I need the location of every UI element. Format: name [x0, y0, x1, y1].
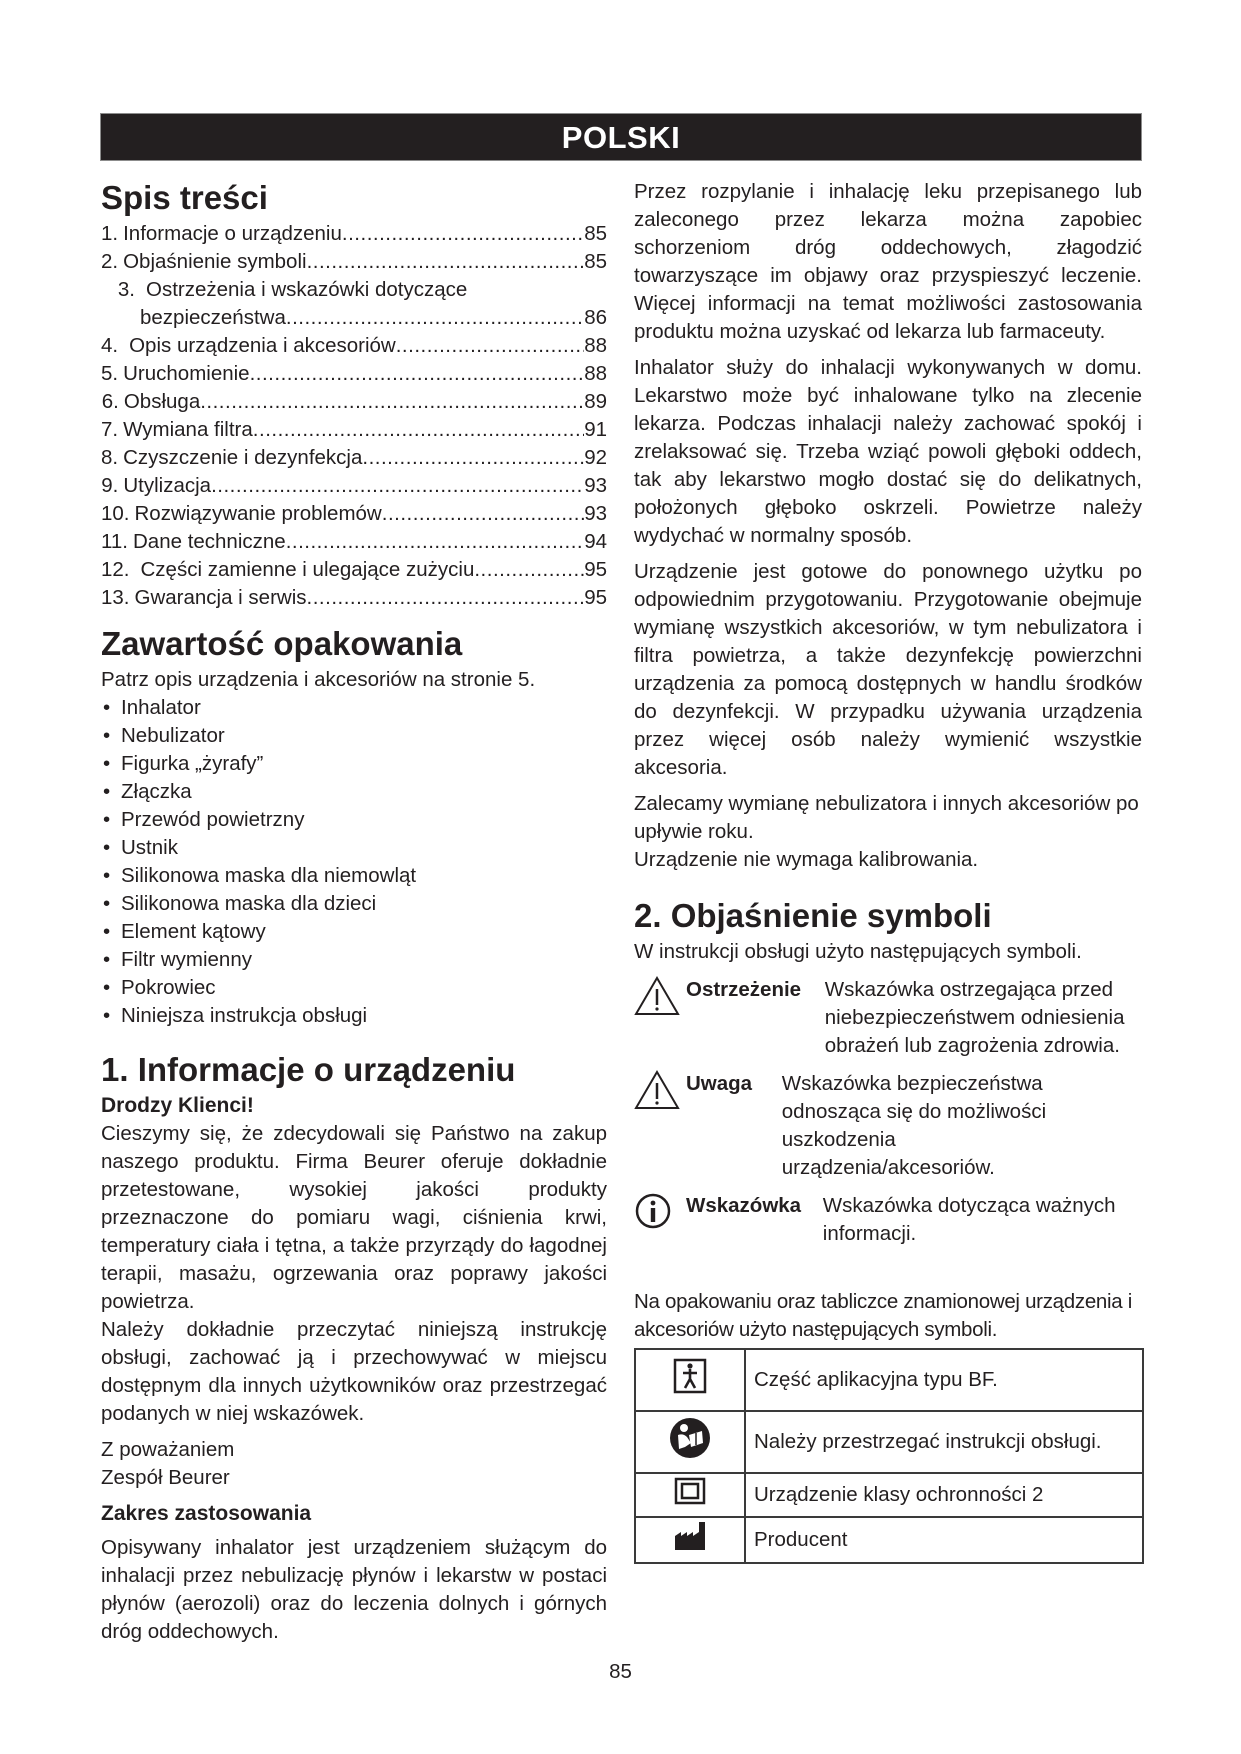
symbol-warning: [634, 976, 1142, 1060]
info-circle-icon: [634, 1192, 686, 1232]
symbol-term: Wskazówka: [686, 1194, 802, 1217]
closing-signature: Zespół Beurer: [101, 1466, 230, 1489]
list-item: • Przewód powietrzny: [101, 806, 607, 834]
follow-instructions-icon: [635, 1411, 745, 1473]
symbol-label: Część aplikacyjna typu BF.: [745, 1349, 1143, 1411]
caution-triangle-icon: [634, 1070, 686, 1110]
toc-item-page: 95: [584, 558, 607, 581]
toc-item-title: Części zamienne i ulegające zużyciu: [140, 558, 475, 581]
closing-line: Z poważaniem: [101, 1438, 235, 1461]
toc-title: Spis treści: [101, 179, 268, 216]
toc-item[interactable]: [101, 556, 607, 584]
toc-item-page: 95: [584, 586, 607, 609]
symbol-label: Producent: [745, 1517, 1143, 1563]
list-item: • Nebulizator: [101, 722, 607, 750]
section-2-title: 2. Objaśnienie symboli: [634, 897, 992, 934]
toc-item[interactable]: [101, 584, 607, 612]
toc-item-page: 93: [584, 502, 607, 525]
reuse-paragraph: Urządzenie jest gotowe do ponownego użytku po odpowiednim przygotowaniu. Przygotowanie obejmuje wymianę wszystkich akcesoriów, w tym nebulizatora i filtra powietrza, a także dezynfekcję powierzchni urządzenia za pomocą dostępnych w handlu środków do dezynfekcji. W przypadku używania urządzenia przez więcej osób należy wymienić wszystkie akcesoria.: [634, 560, 1142, 779]
list-item: • Filtr wymienny: [101, 946, 607, 974]
toc-item-page: 85: [584, 222, 607, 245]
replacement-paragraph: Zalecamy wymianę nebulizatora i innych akcesoriów po upływie roku.: [634, 792, 1139, 843]
toc-leader-dots: [396, 332, 584, 360]
toc-item[interactable]: [101, 248, 607, 276]
toc-leader-dots: [200, 388, 584, 416]
toc-leader-dots: [286, 528, 584, 556]
symbol-term: Ostrzeżenie: [686, 978, 802, 1001]
toc-item-number: 1.: [101, 222, 119, 245]
package-contents-list: [101, 694, 607, 1030]
symbol-term: Uwaga: [686, 1072, 753, 1095]
toc-item-page: 88: [584, 362, 607, 385]
list-item: • Złączka: [101, 778, 607, 806]
protection-class-2-icon: [635, 1473, 745, 1517]
table-of-contents: [101, 220, 607, 612]
toc-item[interactable]: [101, 388, 607, 416]
toc-item-number: 10.: [101, 502, 130, 525]
toc-item-number: 3.: [117, 278, 135, 301]
package-symbols-intro: Na opakowaniu oraz tabliczce znamionowej urządzenia i akcesoriów użyto następujących symboli.: [634, 1290, 1133, 1341]
toc-item[interactable]: [101, 332, 607, 360]
section-1-title: 1. Informacje o urządzeniu: [101, 1051, 516, 1088]
package-symbols-table: [634, 1348, 1144, 1564]
list-item: • Silikonowa maska dla niemowląt: [101, 862, 607, 890]
package-intro: Patrz opis urządzenia i akcesoriów na stronie 5.: [101, 668, 536, 691]
toc-item-number: 4.: [101, 334, 119, 357]
table-row: [635, 1517, 1143, 1563]
toc-leader-dots: [474, 556, 584, 584]
toc-item-number: 8.: [101, 446, 119, 469]
toc-item-title: Informacje o urządzeniu: [123, 222, 342, 245]
toc-item-page: 88: [584, 334, 607, 357]
toc-leader-dots: [307, 248, 585, 276]
usage-paragraph: Przez rozpylanie i inhalację leku przepisanego lub zaleconego przez lekarza można zapobiec schorzeniom dróg oddechowych, złagodzić towarzyszące im objawy oraz przyspieszyć leczenie. Więcej informacji na temat możliwości zastosowania produktu można uzyskać od lekarza lub farmaceuty.: [634, 180, 1142, 343]
toc-item[interactable]: [101, 528, 607, 556]
scope-paragraph: Opisywany inhalator jest urządzeniem służącym do inhalacji przez nebulizację płynów i lekarstw w postaci płynów (aerozoli) oraz do leczenia dolnych i górnych dróg oddechowych.: [101, 1536, 607, 1643]
table-row: [635, 1411, 1143, 1473]
toc-item-title: Utylizacja: [123, 474, 212, 497]
toc-item[interactable]: [101, 444, 607, 472]
toc-item-page: 91: [584, 418, 607, 441]
toc-item[interactable]: [101, 220, 607, 248]
symbol-description: Wskazówka bezpieczeństwa odnosząca się do możliwości uszkodzenia urządzenia/akcesoriów.: [781, 1072, 1047, 1179]
list-item: • Element kątowy: [101, 918, 607, 946]
toc-item-page: 94: [584, 530, 607, 553]
intro-paragraph: Cieszymy się, że zdecydowali się Państwo na zakup naszego produktu. Firma Beurer oferuje dokładnie przetestowane, wysokiej jakości produkty przeznaczone do pomiaru wagi, ciśnienia krwi, temperatury ciała i tętna, a także przyrządy do łagodnej terapii, masażu, ogrzewania oraz poprawy jakości powietrza.: [101, 1122, 607, 1313]
symbol-description: Wskazówka ostrzegająca przed niebezpieczeństwem odniesienia obrażeń lub zagrożenia zdrowia.: [824, 978, 1125, 1057]
toc-item-title: Dane techniczne: [132, 530, 286, 553]
toc-item-title: Czyszczenie i dezynfekcja: [123, 446, 363, 469]
toc-item-title: bezpieczeństwa: [140, 306, 286, 329]
toc-item-page: 85: [584, 250, 607, 273]
toc-item[interactable]: [101, 276, 607, 304]
toc-leader-dots: [307, 584, 585, 612]
toc-leader-dots: [250, 360, 585, 388]
toc-item-number: 2.: [101, 250, 119, 273]
toc-item-page: 93: [584, 474, 607, 497]
toc-leader-dots: [382, 500, 584, 528]
greeting: Drodzy Klienci!: [101, 1094, 254, 1117]
toc-item-title: Obsługa: [123, 390, 201, 413]
toc-item-title: Ostrzeżenia i wskazówki dotyczące: [146, 278, 468, 301]
right-column: [634, 178, 1142, 1564]
manufacturer-icon: [635, 1517, 745, 1563]
symbol-caution: [634, 1070, 1142, 1182]
toc-leader-dots: [362, 444, 584, 472]
toc-item-page: 89: [584, 390, 607, 413]
symbol-label: Urządzenie klasy ochronności 2: [745, 1473, 1143, 1517]
toc-item-title: Uruchomienie: [123, 362, 250, 385]
toc-item-number: 9.: [101, 474, 119, 497]
list-item: • Ustnik: [101, 834, 607, 862]
toc-item-title: Wymiana filtra: [123, 418, 253, 441]
read-instructions-paragraph: Należy dokładnie przeczytać niniejszą instrukcję obsługi, zachować ją i przechowywać w miejscu dostępnym dla innych użytkowników oraz przestrzegać podanych w niej wskazówek.: [101, 1318, 607, 1425]
page-number: 85: [609, 1660, 632, 1683]
toc-leader-dots: [342, 220, 584, 248]
toc-item-title: Opis urządzenia i akcesoriów: [129, 334, 396, 357]
list-item: • Figurka „żyrafy”: [101, 750, 607, 778]
toc-item-number: 12.: [101, 558, 130, 581]
toc-item[interactable]: [101, 472, 607, 500]
toc-leader-dots: [286, 304, 584, 332]
toc-item-continuation[interactable]: [101, 304, 607, 332]
symbol-note: [634, 1192, 1142, 1248]
list-item: • Inhalator: [101, 694, 607, 722]
symbol-label: Należy przestrzegać instrukcji obsługi.: [745, 1411, 1143, 1473]
calibration-note: Urządzenie nie wymaga kalibrowania.: [634, 848, 979, 871]
toc-item-page: 92: [584, 446, 607, 469]
list-item: • Silikonowa maska dla dzieci: [101, 890, 607, 918]
toc-item[interactable]: [101, 500, 607, 528]
table-row: [635, 1473, 1143, 1517]
toc-item-number: 13.: [101, 586, 130, 609]
toc-item[interactable]: [101, 416, 607, 444]
symbol-description: Wskazówka dotycząca ważnych informacji.: [822, 1194, 1116, 1245]
home-use-paragraph: Inhalator służy do inhalacji wykonywanych w domu. Lekarstwo może być inhalowane tylko na zlecenie lekarza. Podczas inhalacji należy zachować spokój i zrelaksować się. Trzeba wziąć powoli głęboki oddech, tak aby lekarstwo mogło dostać się do delikatnych, położonych głęboko oskrzeli. Powietrze należy wydychać w normalny sposób.: [634, 356, 1142, 547]
warning-triangle-icon: [634, 976, 686, 1016]
toc-item-number: 6.: [101, 390, 119, 413]
language-banner: POLSKI: [100, 113, 1142, 161]
symbols-intro: W instrukcji obsługi użyto następujących symboli.: [634, 940, 1082, 963]
list-item: • Pokrowiec: [101, 974, 607, 1002]
type-bf-applied-part-icon: [635, 1349, 745, 1411]
toc-item-number: 7.: [101, 418, 119, 441]
toc-item-title: Rozwiązywanie problemów: [134, 502, 382, 525]
list-item: • Niniejsza instrukcja obsługi: [101, 1002, 607, 1030]
toc-item-title: Gwarancja i serwis: [134, 586, 307, 609]
toc-leader-dots: [211, 472, 584, 500]
toc-item-number: 5.: [101, 362, 119, 385]
package-contents-title: Zawartość opakowania: [101, 625, 463, 662]
toc-item-number: 11.: [101, 530, 128, 553]
scope-title: Zakres zastosowania: [101, 1502, 312, 1525]
toc-item[interactable]: [101, 360, 607, 388]
toc-item-title: Objaśnienie symboli: [123, 250, 307, 273]
left-column: [101, 178, 607, 1646]
toc-leader-dots: [253, 416, 584, 444]
table-row: [635, 1349, 1143, 1411]
toc-item-page: 86: [584, 306, 607, 329]
